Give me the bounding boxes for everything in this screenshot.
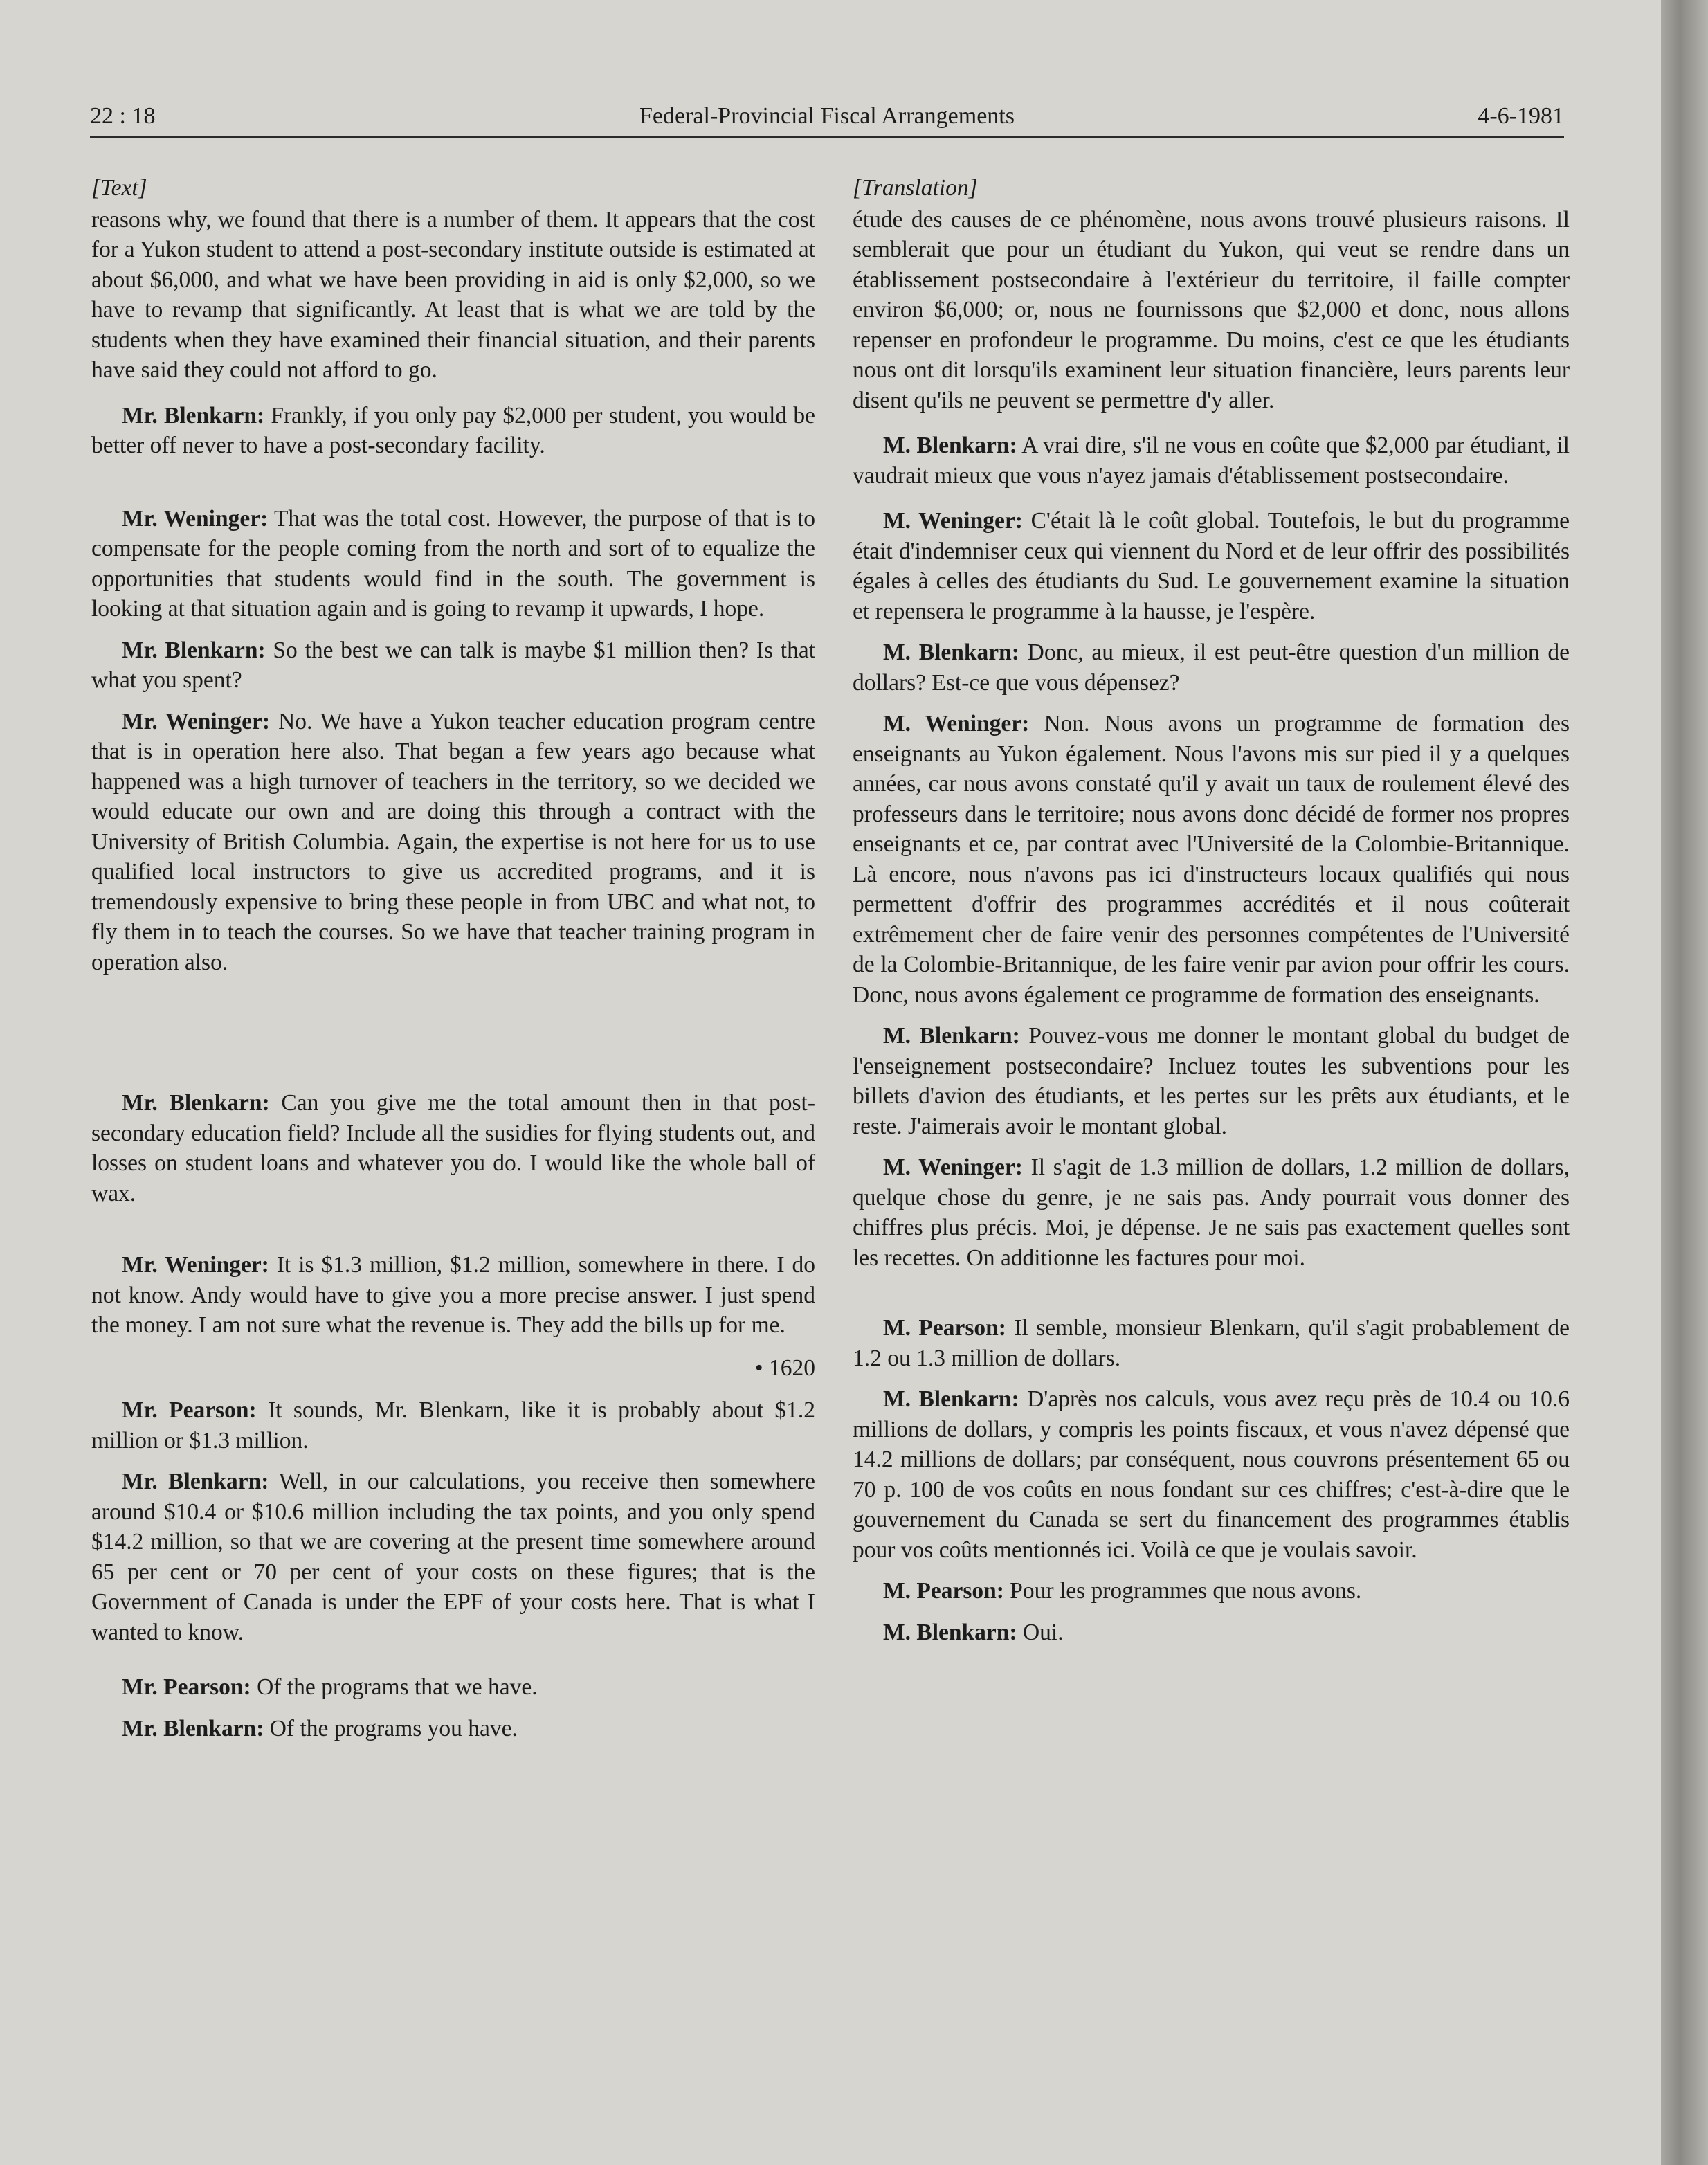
paragraph-text: Il semble, monsieur Blenkarn, qu'il s'agit probablement de 1.2 ou 1.3 million de dollars.: [853, 1315, 1570, 1371]
paragraph-text: D'après nos calculs, vous avez reçu près de 10.4 ou 10.6 millions de dollars, y compris les points fiscaux, et vous n'avez dépensé que 14.2 millions de dollars; par conséquent, nous couvrons présentement 65 ou 70 p. 100 de vos coûts en nous fondant sur ces chiffres; c'est-à-dire que le gouvernement du Canada se sert du financement des programmes établis pour vos coûts mentionnés ici. Voilà ce que je voulais savoir.: [853, 1386, 1570, 1563]
speaker-name: Mr. Weninger:: [122, 708, 271, 734]
speaker-name: Mr. Pearson:: [122, 1674, 251, 1700]
paragraph-text: No. We have a Yukon teacher education program centre that is in operation here also. That began a few years ago because what happened was a high turnover of teachers in the territory, so we decided we would educate our own and are doing this through a contract with the University of British Columbia. Again, the expertise is not here for us to use qualified local instructors to give us accredited programs, and it is tremendously expensive to bring these people in from UBC and what not, to fly them in to teach the courses. So we have that teacher training program in operation also.: [91, 708, 815, 975]
speaker-name: Mr. Blenkarn:: [122, 1715, 264, 1741]
paragraph: [853, 1021, 1570, 1141]
paragraph: [853, 637, 1570, 698]
paragraph-text: A vrai dire, s'il ne vous en coûte que $2,000 par étudiant, il vaudrait mieux que vous n'ayez jamais d'établissement postsecondaire.: [853, 433, 1570, 489]
paragraph-text: It sounds, Mr. Blenkarn, like it is probably about $1.2 million or $1.3 million.: [91, 1397, 816, 1453]
paragraph: [853, 205, 1570, 416]
paragraph-text: Donc, au mieux, il est peut-être question d'un million de dollars? Est-ce que vous dépensez?: [853, 640, 1570, 696]
speaker-name: M. Pearson:: [883, 1578, 1004, 1604]
paragraph: [91, 635, 815, 696]
page-title: Federal-Provincial Fiscal Arrangements: [639, 103, 1015, 129]
paragraph-text: Well, in our calculations, you receive then somewhere around $10.4 or $10.6 million including the tax points, and you only spend $14.2 million, so that we are covering at the present time somewhere around 65 per cent or 70 per cent of your costs on these figures; that is the Government of Canada is under the EPF of your costs here. That is what I wanted to know.: [91, 1469, 815, 1645]
paragraph: [853, 1576, 1570, 1606]
speaker-name: M. Blenkarn:: [883, 640, 1019, 665]
page-date: 4-6-1981: [1478, 103, 1564, 129]
paragraph: [853, 431, 1570, 491]
speaker-name: M. Blenkarn:: [883, 1619, 1017, 1645]
paragraph: [853, 709, 1570, 1010]
speaker-name: Mr. Blenkarn:: [122, 402, 265, 428]
paragraph-text: étude des causes de ce phénomène, nous avons trouvé plusieurs raisons. Il semblerait que pour un étudiant du Yukon, qui veut se rendre dans un établissement postsecondaire à l'extérieur du territoire, il faille compter environ $6,000; or, nous ne fournissons que $2,000 et donc, nous allons repenser en profondeur le programme. Du moins, c'est ce que les étudiants nous ont dit lorsqu'ils examinent leur situation financière, leurs parents leur disent qu'ils ne peuvent se permettre d'y aller.: [853, 206, 1570, 413]
paragraph: [853, 1313, 1570, 1373]
paragraph: [853, 1384, 1570, 1565]
text-label: [Text]: [91, 175, 147, 201]
paragraph: [853, 1152, 1570, 1273]
speaker-name: Mr. Weninger:: [122, 1252, 269, 1278]
paragraph-text: Of the programs you have.: [264, 1715, 518, 1741]
paragraph: [91, 1672, 815, 1703]
paragraph-text: Non. Nous avons un programme de formation des enseignants au Yukon également. Nous l'avons mis sur pied il y a quelques années, car nous avons constaté qu'il y avait un taux de roulement élevé des professeurs dans le territoire; nous avons donc décidé de former nos propres enseignants et ce, par contrat avec l'Université de la Colombie-Britannique. Là encore, nous n'avons pas ici d'instructeurs locaux qualifiés qui nous permettent d'offrir des programmes accrédités et il nous coûterait extrêmement cher de faire venir des personnes compétentes de l'Université de la Colombie-Britannique, de les faire venir par avion pour offrir les cours. Donc, nous avons également ce programme de formation des enseignants.: [853, 711, 1570, 1008]
paragraph-text: C'était là le coût global. Toutefois, le but du programme était d'indemniser ceux qui viennent du Nord et de leur offrir des possibilités égales à celles des étudiants du Sud. Le gouvernement examine la situation et repensera le programme à la hausse, je l'espère.: [853, 508, 1570, 624]
page-gutter: [1661, 0, 1708, 2165]
speaker-name: Mr. Blenkarn:: [122, 1469, 269, 1494]
speaker-name: Mr. Weninger:: [122, 505, 269, 532]
time-marker: • 1620: [754, 1355, 815, 1381]
paragraph: [91, 1467, 815, 1647]
speaker-name: Mr. Blenkarn:: [122, 1090, 270, 1116]
speaker-name: Mr. Pearson:: [122, 1397, 257, 1423]
paragraph: [91, 401, 815, 461]
english-column: [91, 173, 815, 1743]
speaker-name: M. Weninger:: [883, 711, 1030, 736]
paragraph: [91, 504, 815, 624]
paragraph-text: Pouvez-vous me donner le montant global du budget de l'enseignement postsecondaire? Incluez toutes les subventions pour les billets d'avion des étudiants, et les pertes sur les prêts aux étudiants, et le reste. J'aimerais avoir le montant global.: [853, 1023, 1570, 1139]
page-header: [90, 97, 1564, 136]
paragraph: [91, 1088, 815, 1208]
paragraph-text: Can you give me the total amount then in that post-secondary education field? Include all the susidies for flying students out, and losses on student loans and whatever you do. I would like the whole ball of wax.: [91, 1090, 815, 1206]
speaker-name: Mr. Blenkarn:: [122, 637, 266, 663]
paragraph-text: That was the total cost. However, the purpose of that is to compensate for the people coming from the north and sort of to equalize the opportunities that students would find in the south. The government is looking at that situation again and is going to revamp it upwards, I hope.: [91, 505, 815, 622]
paragraph: [853, 506, 1570, 626]
paragraph: [853, 1618, 1570, 1648]
paragraph: [91, 707, 815, 978]
speaker-name: M. Weninger:: [883, 508, 1023, 534]
page-number: 22 : 18: [90, 103, 156, 129]
paragraph-text: Frankly, if you only pay $2,000 per student, you would be better off never to have a post-secondary facility.: [91, 402, 815, 458]
header-rule: [90, 136, 1564, 138]
speaker-name: M. Blenkarn:: [883, 1023, 1020, 1049]
french-column: [853, 173, 1570, 1647]
speaker-name: M. Blenkarn:: [883, 1386, 1019, 1412]
paragraph-text: Of the programs that we have.: [251, 1674, 538, 1700]
speaker-name: M. Pearson:: [883, 1315, 1006, 1341]
paragraph: [91, 1250, 815, 1341]
paragraph-text: reasons why, we found that there is a number of them. It appears that the cost for a Yukon student to attend a post-secondary institute outside is estimated at about $6,000, and what we have been providing in aid is only $2,000, so we have to revamp that significantly. At least that is what we are told by the students when they have examined their financial situation, and their parents have said they could not afford to go.: [91, 206, 815, 383]
paragraph: [91, 1714, 815, 1744]
speaker-name: M. Weninger:: [883, 1154, 1023, 1180]
paragraph-text: It is $1.3 million, $1.2 million, somewhere in there. I do not know. Andy would have to give you a more precise answer. I just spend the money. I am not sure what the revenue is. They add the bills up for me.: [91, 1252, 815, 1338]
translation-label: [Translation]: [853, 175, 978, 201]
paragraph-text: Il s'agit de 1.3 million de dollars, 1.2 million de dollars, quelque chose du genre, je ne sais pas. Andy pourrait vous donner des chiffres plus précis. Moi, je dépense. Je ne sais pas exactement quelles sont les recettes. On additionne les factures pour moi.: [853, 1154, 1570, 1271]
paragraph-text: So the best we can talk is maybe $1 million then? Is that what you spent?: [91, 637, 815, 693]
speaker-name: M. Blenkarn:: [883, 433, 1017, 458]
paragraph: [91, 205, 815, 386]
paragraph-text: Oui.: [1017, 1619, 1064, 1645]
paragraph: [91, 1395, 815, 1456]
paragraph-text: Pour les programmes que nous avons.: [1003, 1578, 1362, 1604]
